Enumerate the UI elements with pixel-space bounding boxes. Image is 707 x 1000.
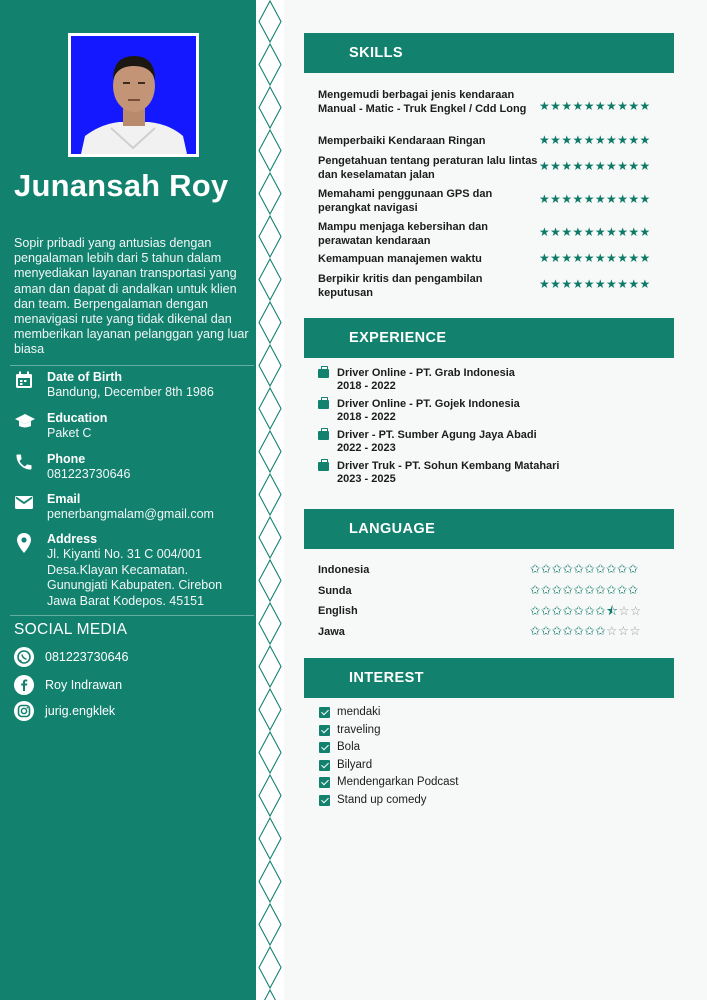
star-full-icon: ★ — [594, 225, 607, 239]
star-full-icon: ★ — [628, 192, 640, 206]
star-full-icon: ✩ — [573, 583, 585, 597]
interest-label: Bola — [337, 741, 361, 753]
checkbox-icon — [319, 725, 330, 736]
star-full-icon: ✩ — [595, 604, 607, 618]
address-line: Desa.Klayan Kecamatan. — [47, 562, 189, 577]
star-full-icon: ★ — [628, 99, 640, 113]
star-full-icon: ✩ — [530, 604, 541, 618]
star-full-icon: ★ — [550, 277, 562, 291]
address-line: Jl. Kiyanti No. 31 C 004/001 — [47, 547, 202, 561]
skills-header: SKILLS — [304, 33, 674, 73]
education-label: Education — [47, 411, 108, 425]
star-full-icon: ★ — [606, 99, 618, 113]
experience-period: 2023 - 2025 — [337, 473, 396, 485]
star-empty-icon: ☆ — [618, 604, 630, 618]
star-full-icon: ★ — [539, 277, 551, 291]
star-full-icon: ✩ — [617, 562, 628, 576]
star-full-icon: ★ — [572, 99, 584, 113]
star-full-icon: ★ — [617, 133, 629, 147]
checkbox-icon — [319, 777, 330, 788]
star-full-icon: ★ — [639, 99, 651, 113]
checkbox-icon — [319, 707, 330, 718]
star-full-icon: ✩ — [530, 583, 541, 597]
sidebar — [0, 0, 256, 1000]
star-full-icon: ★ — [583, 159, 595, 173]
star-full-icon: ✩ — [584, 562, 596, 576]
star-full-icon: ★ — [617, 251, 629, 265]
star-full-icon: ✩ — [627, 583, 639, 597]
star-full-icon: ✩ — [562, 583, 574, 597]
star-full-icon: ★ — [628, 251, 640, 265]
star-full-icon: ✩ — [595, 624, 607, 638]
skill-item: Berpikir kritis dan pengambilan keputusan — [318, 273, 483, 299]
skill-rating-stars — [539, 225, 651, 239]
star-full-icon: ✩ — [551, 604, 563, 618]
experience-role: Driver - PT. Sumber Agung Jaya Abadi — [337, 429, 537, 441]
whatsapp-number: 081223730646 — [45, 650, 129, 664]
email-label: Email — [47, 492, 81, 506]
instagram-icon — [14, 701, 34, 721]
star-full-icon: ✩ — [540, 624, 552, 638]
experience-period: 2022 - 2023 — [337, 442, 396, 454]
graduation-cap-icon — [14, 411, 38, 433]
star-full-icon: ★ — [561, 192, 573, 206]
star-full-icon: ★ — [583, 99, 595, 113]
star-full-icon: ★ — [539, 133, 551, 147]
instagram-handle: jurig.engklek — [45, 704, 116, 718]
star-full-icon: ✩ — [573, 604, 585, 618]
star-full-icon: ★ — [561, 133, 573, 147]
profile-summary: Sopir pribadi yang antusias dengan pengalaman lebih dari 5 tahun dalam menyediakan layanan transportasi yang aman dan dapat di andalkan untuk klien dan team. Berpengalaman dengan menavigasi rute yang tidak dikenal dan memberikan layanan pelanggan yang luar biasa — [14, 236, 249, 357]
star-full-icon: ★ — [572, 192, 584, 206]
interest-label: traveling — [337, 724, 381, 736]
star-full-icon: ★ — [617, 192, 629, 206]
email-icon — [14, 492, 38, 514]
phone-value[interactable]: 081223730646 — [47, 467, 131, 481]
language-rating-stars — [530, 602, 642, 623]
star-full-icon: ★ — [550, 133, 562, 147]
interest-label: Bilyard — [337, 759, 373, 771]
star-half-icon: ⯪ — [606, 604, 619, 618]
star-full-icon: ✩ — [562, 624, 574, 638]
education-value: Paket C — [47, 426, 92, 440]
star-full-icon: ✩ — [584, 624, 596, 638]
star-full-icon: ✩ — [551, 624, 563, 638]
star-full-icon: ★ — [594, 277, 607, 291]
profile-name: Junansah Roy — [14, 168, 229, 203]
star-full-icon: ★ — [561, 277, 573, 291]
skill-item: Mengemudi berbagai jenis kendaraan Manual - Matic - Truk Engkel / Cdd Long — [318, 89, 527, 115]
skill-item: Memperbaiki Kendaraan Ringan — [318, 135, 486, 147]
experience-role: Driver Online - PT. Gojek Indonesia — [337, 398, 520, 410]
star-full-icon: ✩ — [584, 583, 596, 597]
star-full-icon: ✩ — [551, 583, 563, 597]
profile-photo — [68, 33, 199, 157]
star-full-icon: ★ — [550, 99, 562, 113]
star-full-icon: ★ — [594, 159, 607, 173]
star-full-icon: ★ — [606, 225, 618, 239]
star-full-icon: ★ — [639, 251, 651, 265]
star-full-icon: ✩ — [584, 604, 596, 618]
whatsapp-icon — [14, 647, 34, 667]
checkbox-icon — [319, 742, 330, 753]
experience-role: Driver Online - PT. Grab Indonesia — [337, 367, 515, 379]
star-full-icon: ✩ — [540, 583, 552, 597]
checkbox-icon — [319, 795, 330, 806]
skill-rating-stars — [539, 133, 651, 147]
star-full-icon: ★ — [550, 251, 562, 265]
star-empty-icon: ☆ — [606, 624, 618, 638]
phone-label: Phone — [47, 452, 86, 466]
skill-rating-stars — [539, 251, 651, 265]
language-rating-stars — [530, 582, 639, 597]
skill-item: Pengetahuan tentang peraturan lalu lintas dan keselamatan jalan — [318, 155, 538, 181]
divider-line — [10, 615, 254, 616]
star-full-icon: ★ — [539, 192, 551, 206]
skill-rating-stars — [539, 192, 651, 206]
facebook-icon — [14, 675, 34, 695]
star-full-icon: ★ — [606, 159, 618, 173]
star-full-icon: ★ — [572, 133, 584, 147]
divider-line — [10, 365, 254, 366]
star-full-icon: ✩ — [606, 562, 617, 576]
star-full-icon: ✩ — [573, 562, 585, 576]
star-full-icon: ✩ — [540, 604, 552, 618]
diamond-pattern-divider — [256, 0, 284, 1000]
star-full-icon: ✩ — [530, 624, 541, 638]
star-full-icon: ★ — [628, 133, 640, 147]
skill-rating-stars — [539, 159, 651, 173]
star-full-icon: ✩ — [595, 562, 607, 576]
interest-header: INTEREST — [304, 658, 674, 698]
star-full-icon: ★ — [572, 225, 584, 239]
star-full-icon: ★ — [628, 159, 640, 173]
star-full-icon: ★ — [561, 99, 573, 113]
briefcase-icon — [318, 369, 329, 378]
star-full-icon: ★ — [606, 277, 618, 291]
star-full-icon: ★ — [639, 133, 651, 147]
checkbox-icon — [319, 760, 330, 771]
star-full-icon: ★ — [594, 133, 607, 147]
star-full-icon: ✩ — [606, 583, 617, 597]
star-full-icon: ★ — [594, 251, 607, 265]
star-full-icon: ★ — [583, 133, 595, 147]
skill-item: Memahami penggunaan GPS dan perangkat navigasi — [318, 188, 493, 214]
star-full-icon: ✩ — [573, 624, 585, 638]
language-name: Sunda — [318, 585, 352, 597]
facebook-name: Roy Indrawan — [45, 678, 123, 692]
interest-label: Stand up comedy — [337, 794, 427, 806]
briefcase-icon — [318, 462, 329, 471]
star-full-icon: ✩ — [562, 562, 574, 576]
location-pin-icon — [14, 532, 38, 554]
star-full-icon: ★ — [583, 277, 595, 291]
star-full-icon: ✩ — [595, 583, 607, 597]
star-full-icon: ★ — [572, 251, 584, 265]
star-empty-icon: ☆ — [617, 624, 630, 638]
star-full-icon: ★ — [639, 159, 651, 173]
star-full-icon: ★ — [617, 99, 629, 113]
star-full-icon: ★ — [539, 251, 551, 265]
star-empty-icon: ☆ — [629, 604, 642, 618]
language-name: Indonesia — [318, 564, 370, 576]
star-empty-icon: ☆ — [629, 624, 641, 638]
experience-period: 2018 - 2022 — [337, 380, 396, 392]
star-full-icon: ★ — [594, 99, 607, 113]
phone-icon — [14, 452, 38, 474]
experience-period: 2018 - 2022 — [337, 411, 396, 423]
star-full-icon: ✩ — [551, 562, 563, 576]
star-full-icon: ★ — [639, 277, 651, 291]
interest-label: mendaki — [337, 706, 381, 718]
dob-label: Date of Birth — [47, 370, 122, 384]
star-full-icon: ★ — [561, 159, 573, 173]
language-rating-stars — [530, 561, 639, 576]
star-full-icon: ★ — [606, 251, 618, 265]
skill-rating-stars — [539, 277, 651, 291]
language-name: English — [318, 605, 358, 617]
star-full-icon: ★ — [617, 225, 629, 239]
social-media-title: SOCIAL MEDIA — [14, 621, 128, 638]
language-name: Jawa — [318, 626, 345, 638]
star-full-icon: ★ — [550, 159, 562, 173]
address-line: Jawa Barat Kodepos. 45151 — [47, 593, 205, 608]
star-full-icon: ✩ — [617, 583, 628, 597]
calendar-icon — [14, 370, 38, 392]
experience-role: Driver Truk - PT. Sohun Kembang Matahari — [337, 460, 560, 472]
language-rating-stars — [530, 623, 641, 638]
star-full-icon: ★ — [606, 192, 618, 206]
star-full-icon: ★ — [572, 277, 584, 291]
star-full-icon: ★ — [550, 225, 562, 239]
star-full-icon: ★ — [639, 192, 651, 206]
star-full-icon: ✩ — [562, 604, 574, 618]
star-full-icon: ✩ — [530, 562, 541, 576]
star-full-icon: ★ — [617, 277, 629, 291]
skill-item: Mampu menjaga kebersihan dan perawatan kendaraan — [318, 221, 488, 247]
star-full-icon: ★ — [583, 251, 595, 265]
star-full-icon: ★ — [583, 192, 595, 206]
star-full-icon: ★ — [550, 192, 562, 206]
star-full-icon: ★ — [539, 99, 551, 113]
briefcase-icon — [318, 400, 329, 409]
star-full-icon: ★ — [572, 159, 584, 173]
star-full-icon: ★ — [539, 225, 551, 239]
briefcase-icon — [318, 431, 329, 440]
interest-label: Mendengarkan Podcast — [337, 776, 459, 788]
star-full-icon: ★ — [594, 192, 607, 206]
star-full-icon: ★ — [583, 225, 595, 239]
star-full-icon: ✩ — [540, 562, 552, 576]
experience-header: EXPERIENCE — [304, 318, 674, 358]
star-full-icon: ★ — [539, 159, 551, 173]
star-full-icon: ★ — [606, 133, 618, 147]
star-full-icon: ✩ — [627, 562, 639, 576]
star-full-icon: ★ — [561, 251, 573, 265]
address-label: Address — [47, 532, 98, 546]
skill-item: Kemampuan manajemen waktu — [318, 253, 482, 265]
star-full-icon: ★ — [617, 159, 629, 173]
star-full-icon: ★ — [628, 225, 640, 239]
star-full-icon: ★ — [639, 225, 651, 239]
star-full-icon: ★ — [628, 277, 640, 291]
address-line: Gunungjati Kabupaten. Cirebon — [47, 578, 223, 593]
skill-rating-stars — [539, 99, 651, 113]
dob-value: Bandung, December 8th 1986 — [47, 385, 214, 399]
star-full-icon: ★ — [561, 225, 573, 239]
address-value — [47, 547, 222, 609]
email-value[interactable]: penerbangmalam@gmail.com — [47, 507, 214, 521]
language-header: LANGUAGE — [304, 509, 674, 549]
